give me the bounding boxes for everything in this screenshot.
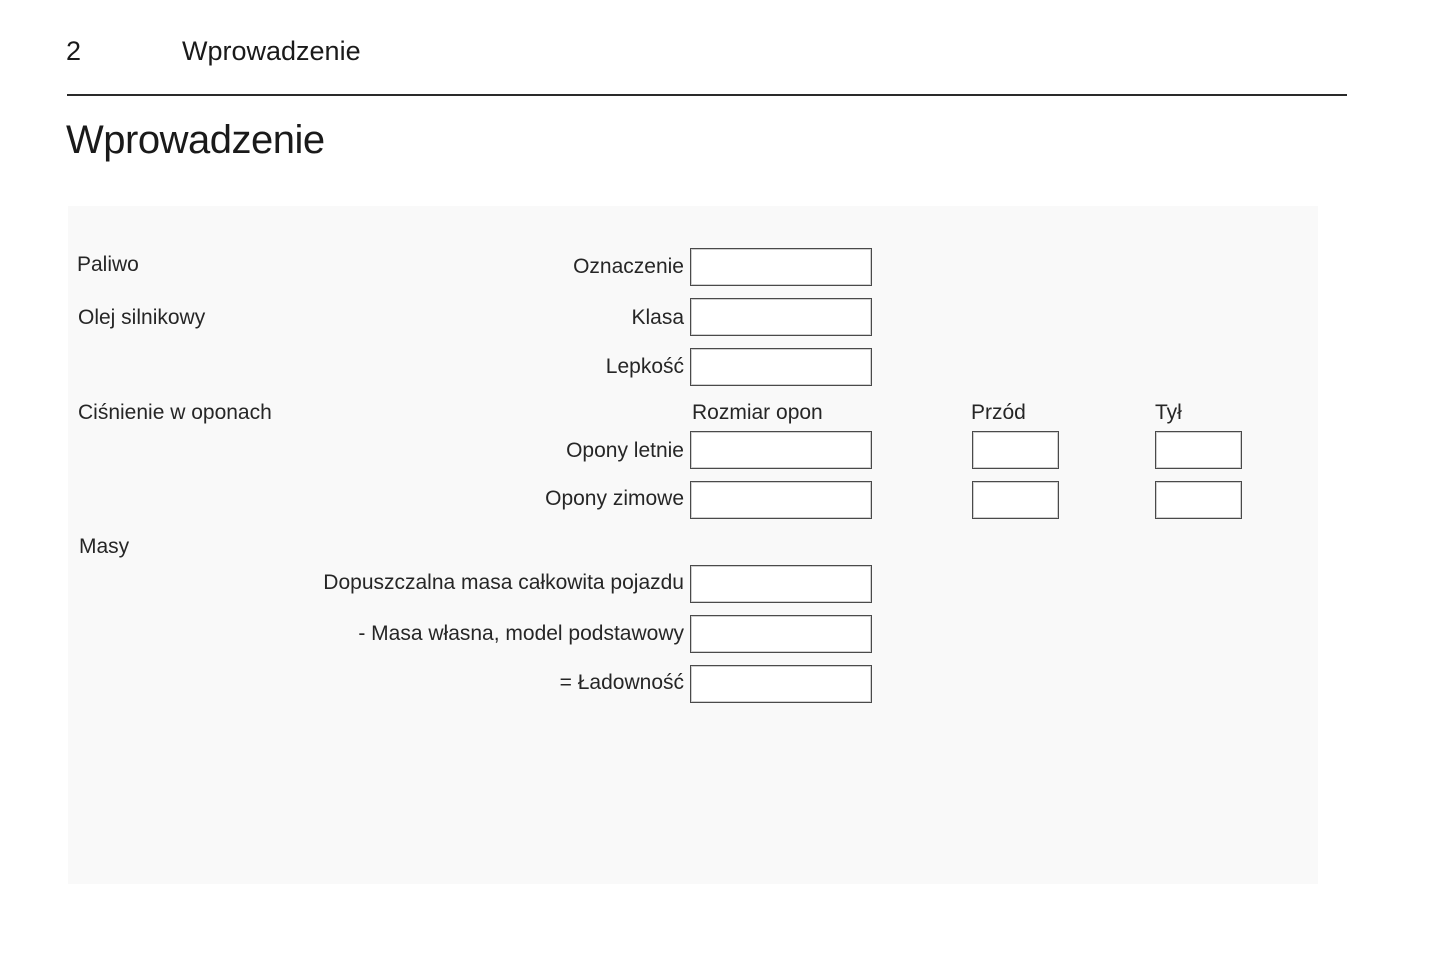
gross-mass-field[interactable] xyxy=(690,565,872,603)
front-column-header: Przód xyxy=(971,401,1026,424)
fuel-label: Paliwo xyxy=(77,253,139,276)
fuel-designation-field[interactable] xyxy=(690,248,872,286)
page-title: Wprowadzenie xyxy=(66,118,325,162)
vehicle-data-form xyxy=(68,206,1318,884)
engine-oil-label: Olej silnikowy xyxy=(78,306,206,329)
tyre-pressure-label: Ciśnienie w oponach xyxy=(78,401,272,424)
header-rule xyxy=(67,94,1347,96)
summer-rear-pressure-field[interactable] xyxy=(1155,431,1242,469)
gross-mass-label: Dopuszczalna masa całkowita pojazdu xyxy=(323,571,684,594)
summer-front-pressure-field[interactable] xyxy=(972,431,1059,469)
page-number: 2 xyxy=(66,36,82,66)
summer-tyre-size-field[interactable] xyxy=(690,431,872,469)
payload-label: = Ładowność xyxy=(559,671,684,694)
fuel-designation-label: Oznaczenie xyxy=(573,255,684,278)
winter-front-pressure-field[interactable] xyxy=(972,481,1059,519)
tyre-size-column-header: Rozmiar opon xyxy=(692,401,823,424)
masses-label: Masy xyxy=(79,535,130,558)
winter-rear-pressure-field[interactable] xyxy=(1155,481,1242,519)
oil-viscosity-field[interactable] xyxy=(690,348,872,386)
rear-column-header: Tył xyxy=(1155,401,1182,424)
oil-class-label: Klasa xyxy=(631,306,684,329)
oil-class-field[interactable] xyxy=(690,298,872,336)
winter-tyres-label: Opony zimowe xyxy=(545,487,684,510)
oil-viscosity-label: Lepkość xyxy=(605,355,684,378)
payload-field[interactable] xyxy=(690,665,872,703)
section-header: Wprowadzenie xyxy=(182,36,361,66)
kerb-mass-field[interactable] xyxy=(690,615,872,653)
winter-tyre-size-field[interactable] xyxy=(690,481,872,519)
summer-tyres-label: Opony letnie xyxy=(566,439,684,462)
kerb-mass-label: - Masa własna, model podstawowy xyxy=(358,622,684,645)
